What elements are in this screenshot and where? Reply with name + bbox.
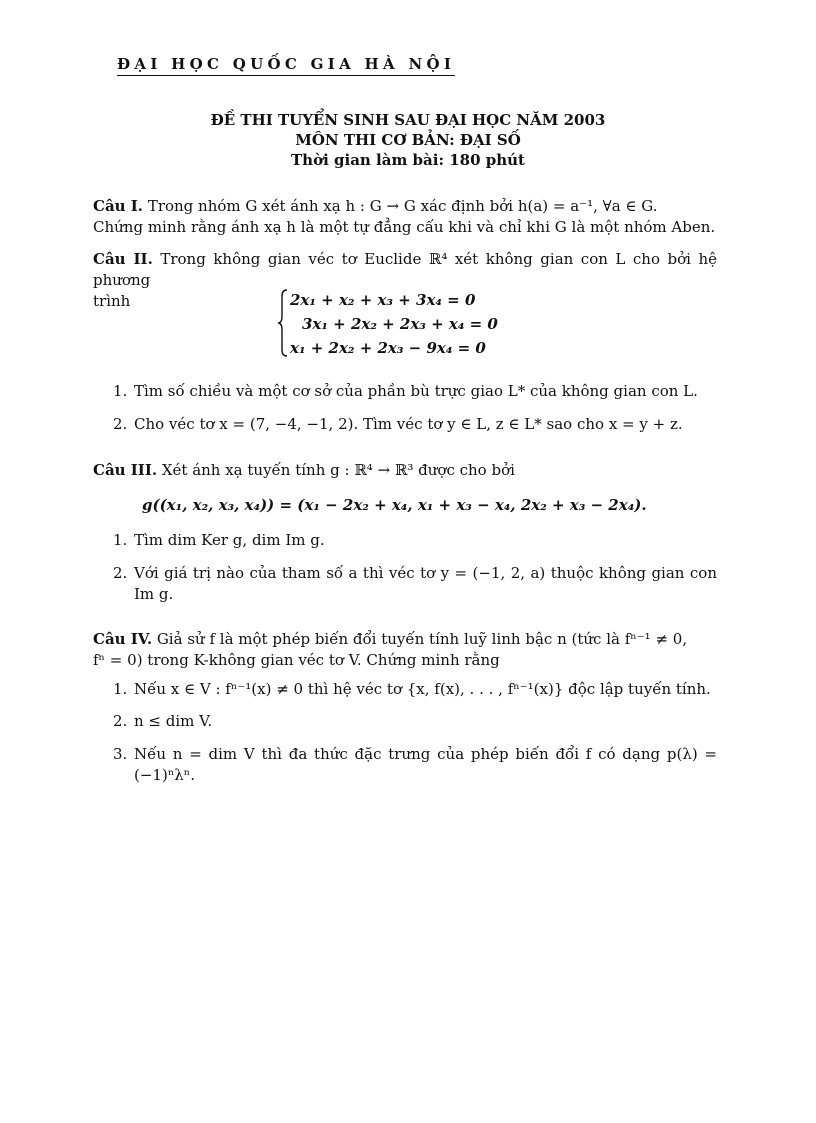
exam-time: Thời gian làm bài: 180 phút — [291, 151, 525, 169]
exam-header — [0, 110, 816, 170]
exam-title: ĐỀ THI TUYỂN SINH SAU ĐẠI HỌC NĂM 2003 — [210, 111, 606, 129]
question-3-line-1: Xét ánh xạ tuyến tính g : ℝ⁴ → ℝ³ được cho bởi — [161, 461, 515, 479]
university-name: ĐẠI HỌC QUỐC GIA HÀ NỘI — [117, 55, 455, 76]
exam-subject: MÔN THI CƠ BẢN: ĐẠI SỐ — [295, 131, 521, 149]
question-3-item-2 — [113, 563, 717, 605]
item-text: Nếu x ∈ V : fⁿ⁻¹(x) ≠ 0 thì hệ véc tơ {x, f(x), . . . , fⁿ⁻¹(x)} độc lập tuyến tính. — [134, 680, 711, 698]
item-text: Nếu n = dim V thì đa thức đặc trưng của phép biến đổi f có dạng p(λ) = (−1)ⁿλⁿ. — [134, 745, 717, 784]
item-number: 1. — [113, 531, 128, 549]
question-1-label: Câu I. — [93, 197, 144, 215]
question-2-item-2 — [113, 414, 717, 435]
question-2-item-1 — [113, 381, 717, 402]
question-1-line-1: Trong nhóm G xét ánh xạ h : G → G xác định bởi h(a) = a⁻¹, ∀a ∈ G. — [147, 197, 658, 215]
question-4-line-1: Giả sử f là một phép biến đổi tuyến tính luỹ linh bậc n (tức là fⁿ⁻¹ ≠ 0, — [156, 630, 688, 648]
item-number: 3. — [113, 745, 128, 763]
item-number: 2. — [113, 564, 128, 582]
equation-3: x₁ + 2x₂ + 2x₃ − 9x₄ = 0 — [290, 339, 486, 357]
system-brace — [278, 288, 288, 358]
equation-system — [288, 288, 498, 360]
linear-map-formula: g((x₁, x₂, x₃, x₄)) = (x₁ − 2x₂ + x₄, x₁ + x₃ − x₄, 2x₂ + x₃ − 2x₄). — [142, 496, 647, 514]
question-2-line-1: Trong không gian véc tơ Euclide ℝ⁴ xét không gian con L cho bởi hệ phương — [93, 250, 717, 289]
item-number: 1. — [113, 680, 128, 698]
question-1 — [93, 196, 717, 238]
item-text: Cho véc tơ x = (7, −4, −1, 2). Tìm véc tơ y ∈ L, z ∈ L* sao cho x = y + z. — [134, 415, 683, 433]
question-4 — [93, 629, 717, 671]
question-4-item-2 — [113, 711, 717, 732]
question-4-item-3 — [113, 744, 717, 786]
question-2-line-2: trình — [93, 292, 131, 310]
question-4-label: Câu IV. — [93, 630, 153, 648]
question-4-line-2: fⁿ = 0) trong K-không gian véc tơ V. Chứng minh rằng — [93, 651, 500, 669]
equation-1: 2x₁ + x₂ + x₃ + 3x₄ = 0 — [290, 291, 476, 309]
item-number: 1. — [113, 382, 128, 400]
item-text: Tìm số chiều và một cơ sở của phần bù trực giao L* của không gian con L. — [134, 382, 698, 400]
question-3-item-1 — [113, 530, 717, 551]
question-2-label: Câu II. — [93, 250, 153, 268]
question-1-line-2: Chứng minh rằng ánh xạ h là một tự đẳng cấu khi và chỉ khi G là một nhóm Aben. — [93, 218, 716, 236]
item-number: 2. — [113, 415, 128, 433]
equation-2: 3x₁ + 2x₂ + 2x₃ + x₄ = 0 — [302, 315, 498, 333]
question-4-item-1 — [113, 679, 717, 700]
item-number: 2. — [113, 712, 128, 730]
item-text: Với giá trị nào của tham số a thì véc tơ y = (−1, 2, a) thuộc không gian con Im g. — [134, 564, 717, 603]
question-3-label: Câu III. — [93, 461, 158, 479]
item-text: Tìm dim Ker g, dim Im g. — [134, 531, 325, 549]
question-3 — [93, 460, 717, 481]
item-text: n ≤ dim V. — [134, 712, 213, 730]
